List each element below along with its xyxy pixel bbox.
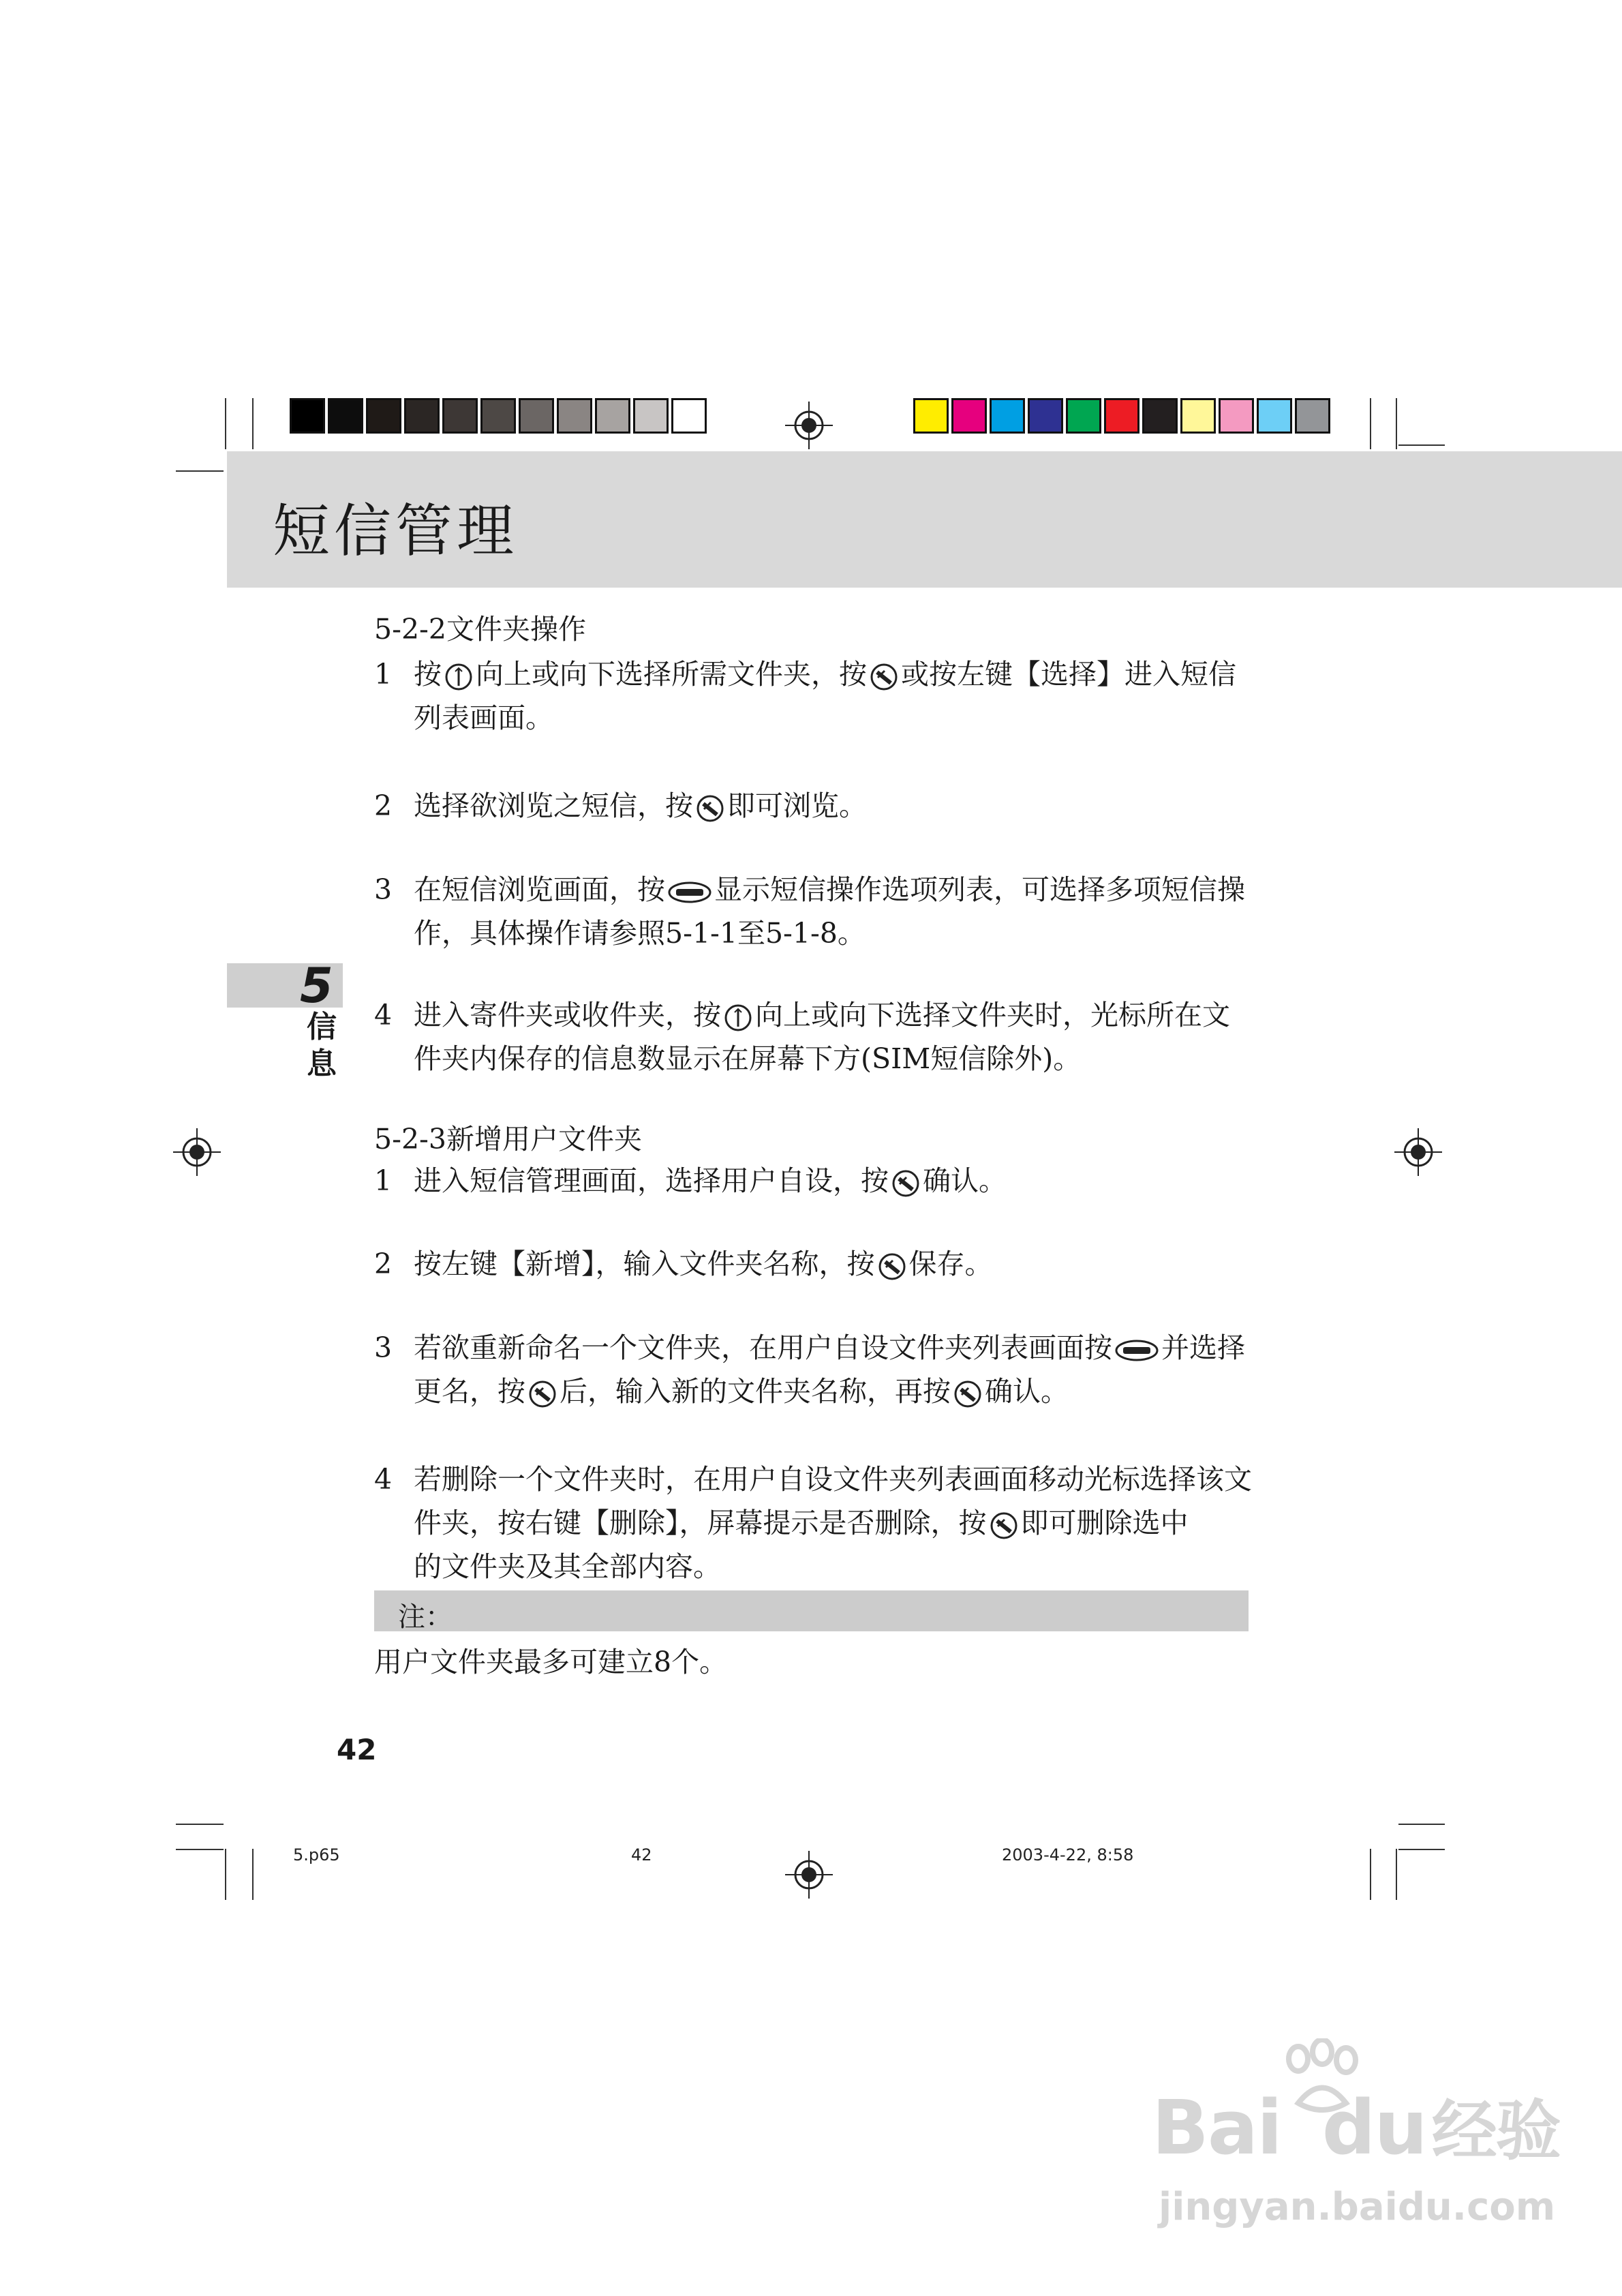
line-text: 在短信浏览画面，按 — [414, 873, 665, 906]
crop-mark — [1396, 398, 1397, 449]
color-swatch — [328, 398, 363, 434]
line-text: 按 — [414, 658, 442, 691]
list-item-line — [414, 1501, 1189, 1545]
color-swatch — [633, 398, 669, 434]
registration-mark-icon — [785, 1851, 833, 1899]
registration-mark-icon — [1394, 1128, 1442, 1176]
line-text: 后，输入新的文件夹名称，再按 — [560, 1375, 951, 1408]
line-text: 即可删除选中 — [1020, 1507, 1189, 1539]
page-title: 短信管理 — [273, 498, 519, 564]
ok-key-icon — [870, 663, 898, 691]
list-item-number: 3 — [374, 873, 393, 906]
line-text: 件夹内保存的信息数显示在屏幕下方(SIM短信除外)。 — [414, 1042, 1082, 1075]
line-text: 确认。 — [985, 1375, 1069, 1408]
color-swatch — [442, 398, 478, 434]
crop-mark — [1370, 1849, 1371, 1900]
line-text: 确认。 — [923, 1164, 1007, 1197]
line-text: 保存。 — [908, 1248, 993, 1280]
list-item-number: 1 — [374, 658, 393, 691]
list-item — [374, 993, 1260, 1081]
watermark-brand-c: 经验 — [1431, 2093, 1560, 2169]
list-item — [374, 868, 1260, 955]
watermark-url: jingyan.baidu.com — [1159, 2185, 1556, 2229]
line-text: 向上或向下选择文件夹时，光标所在文 — [755, 999, 1230, 1031]
color-swatch — [1219, 398, 1254, 434]
list-item — [374, 784, 1260, 828]
crop-mark — [1370, 398, 1371, 449]
color-swatch — [1295, 398, 1330, 434]
list-item-number: 4 — [374, 1463, 393, 1496]
watermark-brand-a: Bai — [1152, 2084, 1281, 2171]
line-text: 按左键【新增】，输入文件夹名称，按 — [414, 1248, 875, 1280]
list-item — [374, 1326, 1260, 1413]
list-item — [374, 1457, 1260, 1588]
color-swatch — [557, 398, 592, 434]
list-item-line — [414, 1242, 993, 1286]
registration-mark-icon — [173, 1128, 221, 1176]
color-swatch — [404, 398, 440, 434]
list-item-line — [414, 652, 1236, 696]
list-item-line — [414, 911, 866, 955]
color-swatch — [595, 398, 630, 434]
line-text: 向上或向下选择所需文件夹，按 — [476, 658, 867, 691]
ok-key-icon — [953, 1380, 982, 1408]
list-item-line — [414, 1326, 1245, 1370]
list-item-number: 3 — [374, 1331, 393, 1364]
color-swatch — [1142, 398, 1178, 434]
line-text: 更名，按 — [414, 1375, 525, 1408]
menu-key-icon — [1115, 1339, 1159, 1362]
crop-mark — [176, 1849, 224, 1850]
line-text: 作，具体操作请参照5-1-1至5-1-8。 — [414, 917, 866, 950]
crop-mark — [1398, 1849, 1445, 1850]
navigation-key-icon — [724, 1003, 752, 1032]
list-item-line — [414, 784, 867, 828]
line-text: 即可浏览。 — [727, 789, 867, 822]
crop-mark — [252, 1849, 254, 1900]
color-swatch — [951, 398, 987, 434]
line-text: 进入寄件夹或收件夹，按 — [414, 999, 721, 1031]
list-item — [374, 1242, 1260, 1286]
ok-key-icon — [878, 1252, 906, 1281]
color-swatch — [671, 398, 707, 434]
color-swatch — [366, 398, 401, 434]
color-swatch — [990, 398, 1025, 434]
watermark-brand — [1152, 2079, 1560, 2173]
list-item-line — [414, 1457, 1252, 1501]
slug-date: 2003-4-22, 8:58 — [1002, 1845, 1134, 1864]
crop-mark — [1396, 1849, 1397, 1900]
crop-mark — [1398, 444, 1445, 446]
chapter-number: 5 — [300, 958, 333, 1014]
color-swatch — [1180, 398, 1216, 434]
line-text: 的文件夹及其全部内容。 — [414, 1550, 721, 1583]
section-title: 5-2-3新增用户文件夹 — [374, 1123, 642, 1155]
list-item-number: 2 — [374, 789, 393, 822]
line-text: 选择欲浏览之短信，按 — [414, 789, 693, 822]
crop-mark — [1398, 1824, 1445, 1825]
section-title: 5-2-2文件夹操作 — [374, 613, 586, 646]
crop-mark — [225, 398, 226, 449]
line-text: 列表画面。 — [414, 701, 553, 734]
line-text: 件夹，按右键【删除】，屏幕提示是否删除，按 — [414, 1507, 987, 1539]
page-number: 42 — [337, 1733, 377, 1766]
list-item-number: 4 — [374, 999, 393, 1031]
list-item — [374, 1159, 1260, 1203]
chapter-label: 信息 — [307, 1010, 337, 1081]
slug-file: 5.p65 — [293, 1845, 340, 1864]
ok-key-icon — [696, 794, 724, 823]
navigation-key-icon — [444, 663, 473, 691]
list-item-line — [414, 1037, 1081, 1081]
color-swatch — [913, 398, 949, 434]
color-swatch — [290, 398, 325, 434]
line-text: 进入短信管理画面，选择用户自设，按 — [414, 1164, 889, 1197]
ok-key-icon — [528, 1380, 557, 1408]
ok-key-icon — [990, 1511, 1018, 1540]
menu-key-icon — [668, 881, 711, 904]
line-text: 若欲重新命名一个文件夹，在用户自设文件夹列表画面按 — [414, 1331, 1112, 1364]
list-item-line — [414, 1370, 1069, 1413]
crop-mark — [225, 1849, 226, 1900]
color-swatch — [1104, 398, 1139, 434]
line-text: 或按左键【选择】进入短信 — [901, 658, 1236, 691]
color-swatch — [1028, 398, 1063, 434]
note-text: 用户文件夹最多可建立8个。 — [374, 1646, 728, 1678]
note-bar — [374, 1590, 1249, 1631]
note-label: 注： — [398, 1601, 453, 1633]
registration-mark-icon — [785, 402, 833, 449]
list-item-line — [414, 993, 1230, 1037]
line-text: 若删除一个文件夹时，在用户自设文件夹列表画面移动光标选择该文 — [414, 1463, 1252, 1496]
crop-mark — [252, 398, 254, 449]
crop-mark — [176, 470, 224, 472]
color-swatch — [1257, 398, 1292, 434]
color-swatch — [480, 398, 516, 434]
line-text: 显示短信操作选项列表，可选择多项短信操 — [714, 873, 1245, 906]
color-swatch — [1066, 398, 1101, 434]
list-item-number: 2 — [374, 1248, 393, 1280]
list-item-line — [414, 1159, 1007, 1203]
list-item-line — [414, 868, 1245, 911]
ok-key-icon — [891, 1169, 920, 1198]
watermark-brand-b: du — [1321, 2084, 1426, 2171]
list-item-line — [414, 696, 553, 740]
slug-page: 42 — [631, 1845, 652, 1864]
color-swatch — [519, 398, 554, 434]
list-item — [374, 652, 1260, 740]
list-item-number: 1 — [374, 1164, 393, 1197]
line-text: 并选择 — [1161, 1331, 1245, 1364]
list-item-line — [414, 1545, 721, 1588]
crop-mark — [176, 1824, 224, 1825]
